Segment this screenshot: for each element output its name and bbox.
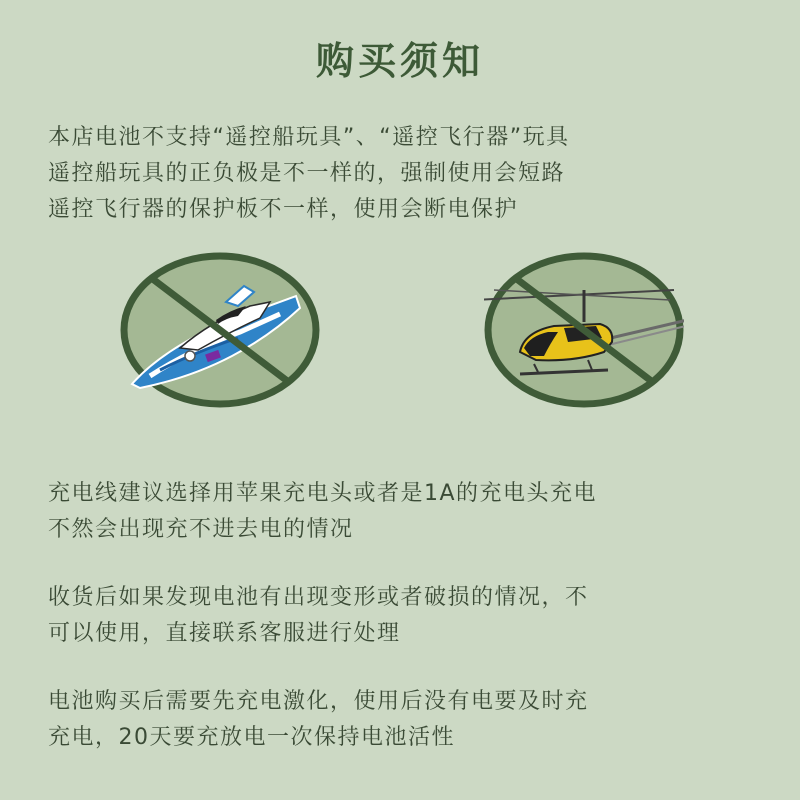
notice-line: 充电，20天要充放电一次保持电池活性 [48,725,455,750]
prohibited-helicopter-sign [484,252,684,408]
prohibited-icon [120,252,320,408]
notice-line: 收货后如果发现电池有出现变形或者破损的情况，不 [48,585,589,610]
notice-line: 不然会出现充不进去电的情况 [48,517,354,542]
notice-line: 电池购买后需要先充电激化，使用后没有电要及时充 [48,689,589,714]
notice-line: 本店电池不支持“遥控船玩具”、“遥控飞行器”玩具 [48,125,570,150]
notice-unsupported-toys [48,120,768,228]
notice-line: 可以使用，直接联系客服进行处理 [48,621,401,646]
prohibited-icon [484,252,684,408]
notice-line: 遥控飞行器的保护板不一样，使用会断电保护 [48,197,519,222]
prohibited-boat-sign [120,252,320,408]
notice-line: 充电线建议选择用苹果充电头或者是1A的充电头充电 [48,481,598,506]
page-title: 购买须知 [315,39,484,83]
notice-charging [48,476,768,548]
notice-damage [48,580,768,652]
notice-activation [48,684,768,756]
notice-line: 遥控船玩具的正负极是不一样的，强制使用会短路 [48,161,566,186]
